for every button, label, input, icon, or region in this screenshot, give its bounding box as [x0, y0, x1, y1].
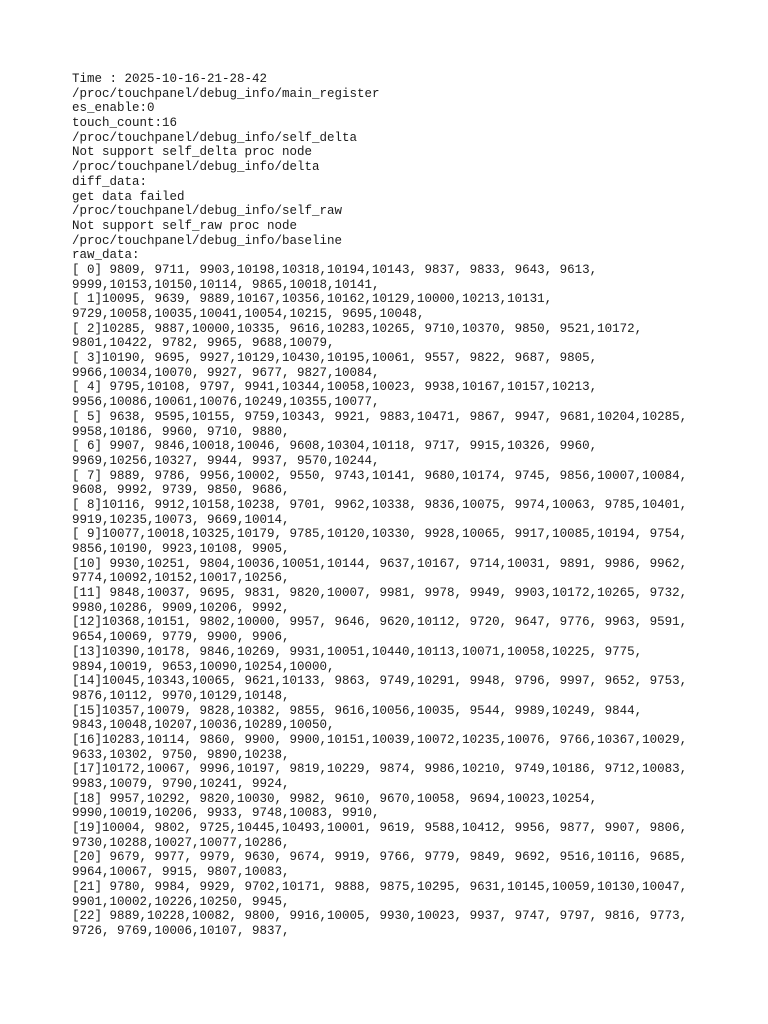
log-line: 9856,10190, 9923,10108, 9905, — [72, 542, 290, 556]
log-line: 9919,10235,10073, 9669,10014, — [72, 512, 290, 527]
log-line: [15]10357,10079, 9828,10382, 9855, 9616,10056,10035, 9544, 9989,10249, 9844, — [72, 703, 643, 718]
log-line: 9990,10019,10206, 9933, 9748,10083, 9910, — [72, 806, 380, 821]
log-line: [ 6] 9907, 9846,10018,10046, 9608,10304,10118, 9717, 9915,10326, 9960, — [72, 439, 598, 454]
log-line: [20] 9679, 9977, 9979, 9630, 9674, 9919, 9766, 9779, 9849, 9692, 9516,10116, 9685, — [72, 850, 688, 865]
log-line: 9966,10034,10070, 9927, 9677, 9827,10084, — [72, 365, 380, 380]
log-line: /proc/touchpanel/debug_info/baseline — [72, 233, 343, 248]
log-line: 9729,10058,10035,10041,10054,10215, 9695,10048, — [72, 307, 425, 321]
log-line: [ 8]10116, 9912,10158,10238, 9701, 9962,10338, 9836,10075, 9974,10063, 9785,10401, — [72, 497, 688, 512]
log-line: /proc/touchpanel/debug_info/self_raw — [72, 204, 343, 219]
log-line: /proc/touchpanel/debug_info/main_register — [72, 86, 380, 101]
log-line: [ 7] 9889, 9786, 9956,10002, 9550, 9743,10141, 9680,10174, 9745, 9856,10007,10084, — [72, 468, 688, 483]
log-line: touch_count:16 — [72, 116, 178, 131]
log-line: raw_data: — [72, 248, 140, 263]
log-line: 9983,10079, 9790,10241, 9924, — [72, 777, 290, 791]
log-line: Not support self_delta proc node — [72, 145, 313, 160]
log-line: 9730,10288,10027,10077,10286, — [72, 835, 290, 850]
log-line: /proc/touchpanel/debug_info/delta — [72, 160, 320, 175]
log-line: 9608, 9992, 9739, 9850, 9686, — [72, 483, 290, 498]
log-line: 9894,10019, 9653,10090,10254,10000, — [72, 659, 335, 674]
log-line: 9633,10302, 9750, 9890,10238, — [72, 747, 290, 762]
log-line: [18] 9957,10292, 9820,10030, 9982, 9610, 9670,10058, 9694,10023,10254, — [72, 791, 598, 806]
log-line: [16]10283,10114, 9860, 9900, 9900,10151,10039,10072,10235,10076, 9766,10367,10029, — [72, 732, 688, 747]
log-line: 9999,10153,10150,10114, 9865,10018,10141, — [72, 277, 380, 292]
log-line: [11] 9848,10037, 9695, 9831, 9820,10007, 9981, 9978, 9949, 9903,10172,10265, 9732, — [72, 586, 688, 601]
log-line: 9901,10002,10226,10250, 9945, — [72, 894, 290, 909]
log-line: [17]10172,10067, 9996,10197, 9819,10229, 9874, 9986,10210, 9749,10186, 9712,10083, — [72, 762, 688, 777]
log-line: [12]10368,10151, 9802,10000, 9957, 9646, 9620,10112, 9720, 9647, 9776, 9963, 9591, — [72, 615, 688, 630]
log-line: [ 3]10190, 9695, 9927,10129,10430,10195,10061, 9557, 9822, 9687, 9805, — [72, 351, 598, 366]
log-line: [19]10004, 9802, 9725,10445,10493,10001, 9619, 9588,10412, 9956, 9877, 9907, 9806, — [72, 821, 688, 836]
log-line: 9969,10256,10327, 9944, 9937, 9570,10244, — [72, 453, 380, 468]
log-line: [ 2]10285, 9887,10000,10335, 9616,10283,10265, 9710,10370, 9850, 9521,10172, — [72, 321, 643, 336]
log-line: [22] 9889,10228,10082, 9800, 9916,10005, 9930,10023, 9937, 9747, 9797, 9816, 9773, — [72, 909, 688, 924]
log-line: [ 9]10077,10018,10325,10179, 9785,10120,10330, 9928,10065, 9917,10085,10194, 9754, — [72, 527, 688, 542]
log-line: /proc/touchpanel/debug_info/self_delta — [72, 130, 358, 145]
log-line: [10] 9930,10251, 9804,10036,10051,10144, 9637,10167, 9714,10031, 9891, 9986, 9962, — [72, 556, 688, 571]
log-line: Not support self_raw proc node — [72, 218, 298, 233]
log-line: 9654,10069, 9779, 9900, 9906, — [72, 630, 290, 645]
log-line: Time : 2025-10-16-21-28-42 — [72, 72, 268, 86]
log-line: [13]10390,10178, 9846,10269, 9931,10051,10440,10113,10071,10058,10225, 9775, — [72, 644, 643, 659]
log-line: [14]10045,10343,10065, 9621,10133, 9863, 9749,10291, 9948, 9796, 9997, 9652, 9753, — [72, 674, 688, 689]
log-line: 9964,10067, 9915, 9807,10083, — [72, 865, 290, 880]
log-line: 9958,10186, 9960, 9710, 9880, — [72, 424, 290, 439]
log-line: [ 1]10095, 9639, 9889,10167,10356,10162,10129,10000,10213,10131, — [72, 292, 553, 307]
log-line: es_enable:0 — [72, 101, 155, 116]
log-line: 9726, 9769,10006,10107, 9837, — [72, 923, 290, 938]
log-line: 9956,10086,10061,10076,10249,10355,10077, — [72, 395, 380, 410]
log-line: get data failed — [72, 189, 185, 204]
log-line: 9843,10048,10207,10036,10289,10050, — [72, 718, 335, 733]
log-line: [ 4] 9795,10108, 9797, 9941,10344,10058,10023, 9938,10167,10157,10213, — [72, 380, 598, 395]
log-line: 9876,10112, 9970,10129,10148, — [72, 688, 290, 703]
log-line: 9980,10286, 9909,10206, 9992, — [72, 600, 290, 615]
log-line: [21] 9780, 9984, 9929, 9702,10171, 9888, 9875,10295, 9631,10145,10059,10130,10047, — [72, 879, 688, 894]
log-line: [ 5] 9638, 9595,10155, 9759,10343, 9921, 9883,10471, 9867, 9947, 9681,10204,10285, — [72, 409, 688, 424]
log-line: 9774,10092,10152,10017,10256, — [72, 571, 290, 586]
log-line: [ 0] 9809, 9711, 9903,10198,10318,10194,10143, 9837, 9833, 9643, 9613, — [72, 262, 598, 277]
log-line: diff_data: — [72, 174, 148, 189]
log-line: 9801,10422, 9782, 9965, 9688,10079, — [72, 336, 335, 351]
log-text-block — [72, 72, 752, 939]
